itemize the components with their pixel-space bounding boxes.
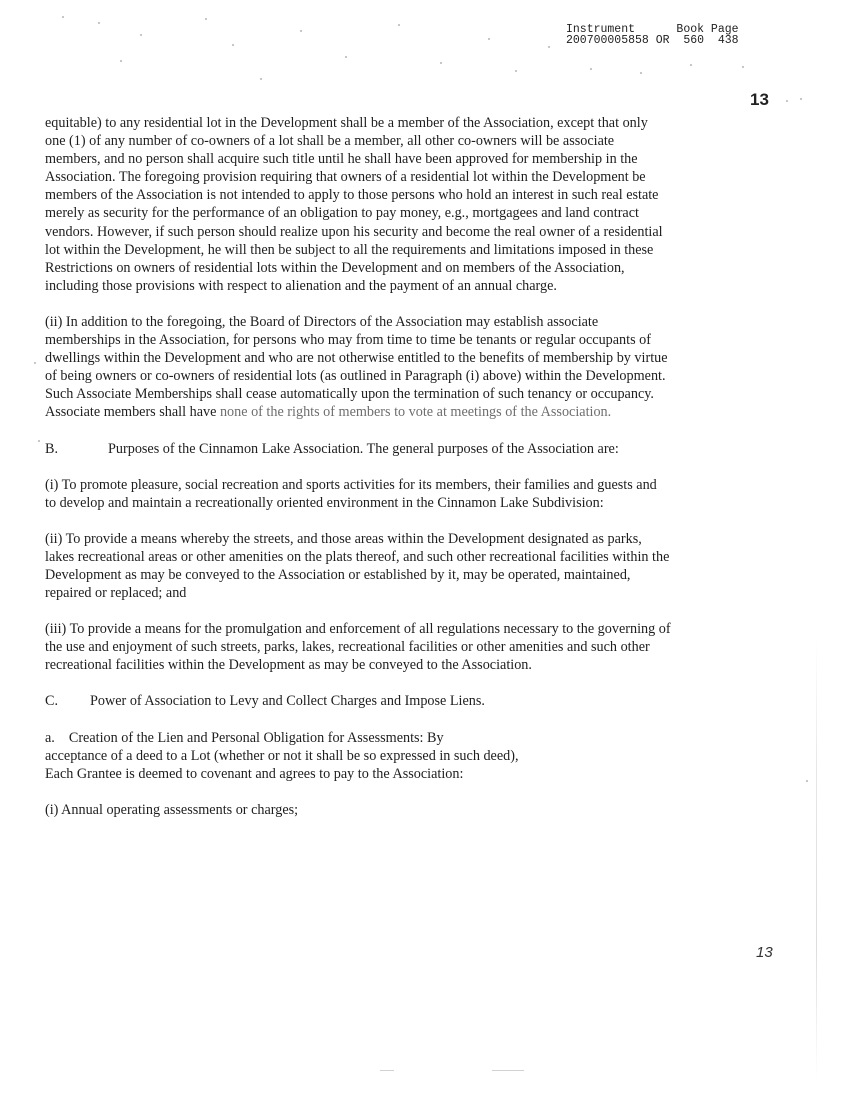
annual-assessments-item: (i) Annual operating assessments or charges; [45,801,299,818]
associate-membership-faded-text: none of the rights of members to vote at meetings of the Association. [219,404,612,421]
recording-stamp-labels: Instrument Book Page [566,23,739,36]
document-body [45,114,671,837]
scan-bottom-mark [492,1070,524,1071]
section-c-text: Power of Association to Levy and Collect Charges and Impose Liens. [90,693,485,710]
associate-membership-paragraph [45,313,671,422]
recording-stamp-values: 200700005858 OR 560 438 [566,34,739,47]
section-b-heading [45,440,671,458]
section-b-label: B. [45,440,59,457]
associate-membership-text: (ii) In addition to the foregoing, the Board of Directors of the Association may establish associate memberships in the Association, for persons who may from time to time be tenants or regular occupants of dwellings within the Development and who are not otherwise entitled to the benefits of membership by virtue of being owners or co-owners of residential lots (as outlined in Paragraph (i) above) within the Development. Such Associate Memberships shall cease automatically upon the termination of such tenancy or occupancy. Associate members shall have [45,313,668,421]
recording-stamp [566,24,739,46]
section-b-text: Purposes of the Cinnamon Lake Association. The general purposes of the Association are: [108,440,619,457]
page-number-top: 13 [750,90,769,109]
lien-creation-label: a. [45,729,55,746]
lien-creation-line-1: Creation of the Lien and Personal Obligation for Assessments: By [68,729,444,746]
membership-paragraph: equitable) to any residential lot in the Development shall be a member of the Association, except that only one (1) of any number of co-owners of a lot shall be a member, all other co-owners will be associate members, and no person shall acquire such title until he shall have been approved for membership in the Association. The foregoing provision requiring that owners of a residential lot within the Development be members of the Association is not intended to apply to those persons who hold an interest in such real estate merely as security for the performance of an obligation to pay money, e.g., mortgagees and land contract vendors. However, if such person should realize upon his security and become the real owner of a residential lot within the Development, he will then be subject to all the requirements and limitations imposed in these Restrictions on owners of residential lots within the Development and on members of the Association, including those provisions with respect to alienation and the payment of an annual charge. [45,115,663,294]
lien-creation-line-2: acceptance of a deed to a Lot (whether or not it shall be so expressed in such deed), [45,747,519,764]
purpose-iii-paragraph: (iii) To provide a means for the promulgation and enforcement of all regulations necessary to the governing of the use and enjoyment of such streets, parks, lakes, recreational facilities or other amenities and such other recreational facilities within the Development as may be conveyed to the Association. [45,621,671,674]
purpose-ii-paragraph: (ii) To provide a means whereby the streets, and those areas within the Development designated as parks, lakes recreational areas or other amenities on the plats thereof, and such other recreational facilities within the Development as may be conveyed to the Association or established by it, may be operated, maintained, repaired or replaced; and [45,530,670,602]
page-number-bottom: 13 [756,944,773,961]
purpose-i-paragraph: (i) To promote pleasure, social recreation and sports activities for its members, their families and guests and to develop and maintain a recreationally oriented environment in the Cinnamon Lake Subdivision: [45,476,657,511]
section-c-label: C. [45,693,59,710]
lien-creation-paragraph [45,729,671,783]
section-c-heading [45,692,671,710]
scan-bottom-mark [380,1070,394,1071]
lien-creation-line-3: Each Grantee is deemed to covenant and agrees to pay to the Association: [45,765,464,782]
scan-edge-line [816,640,817,1080]
